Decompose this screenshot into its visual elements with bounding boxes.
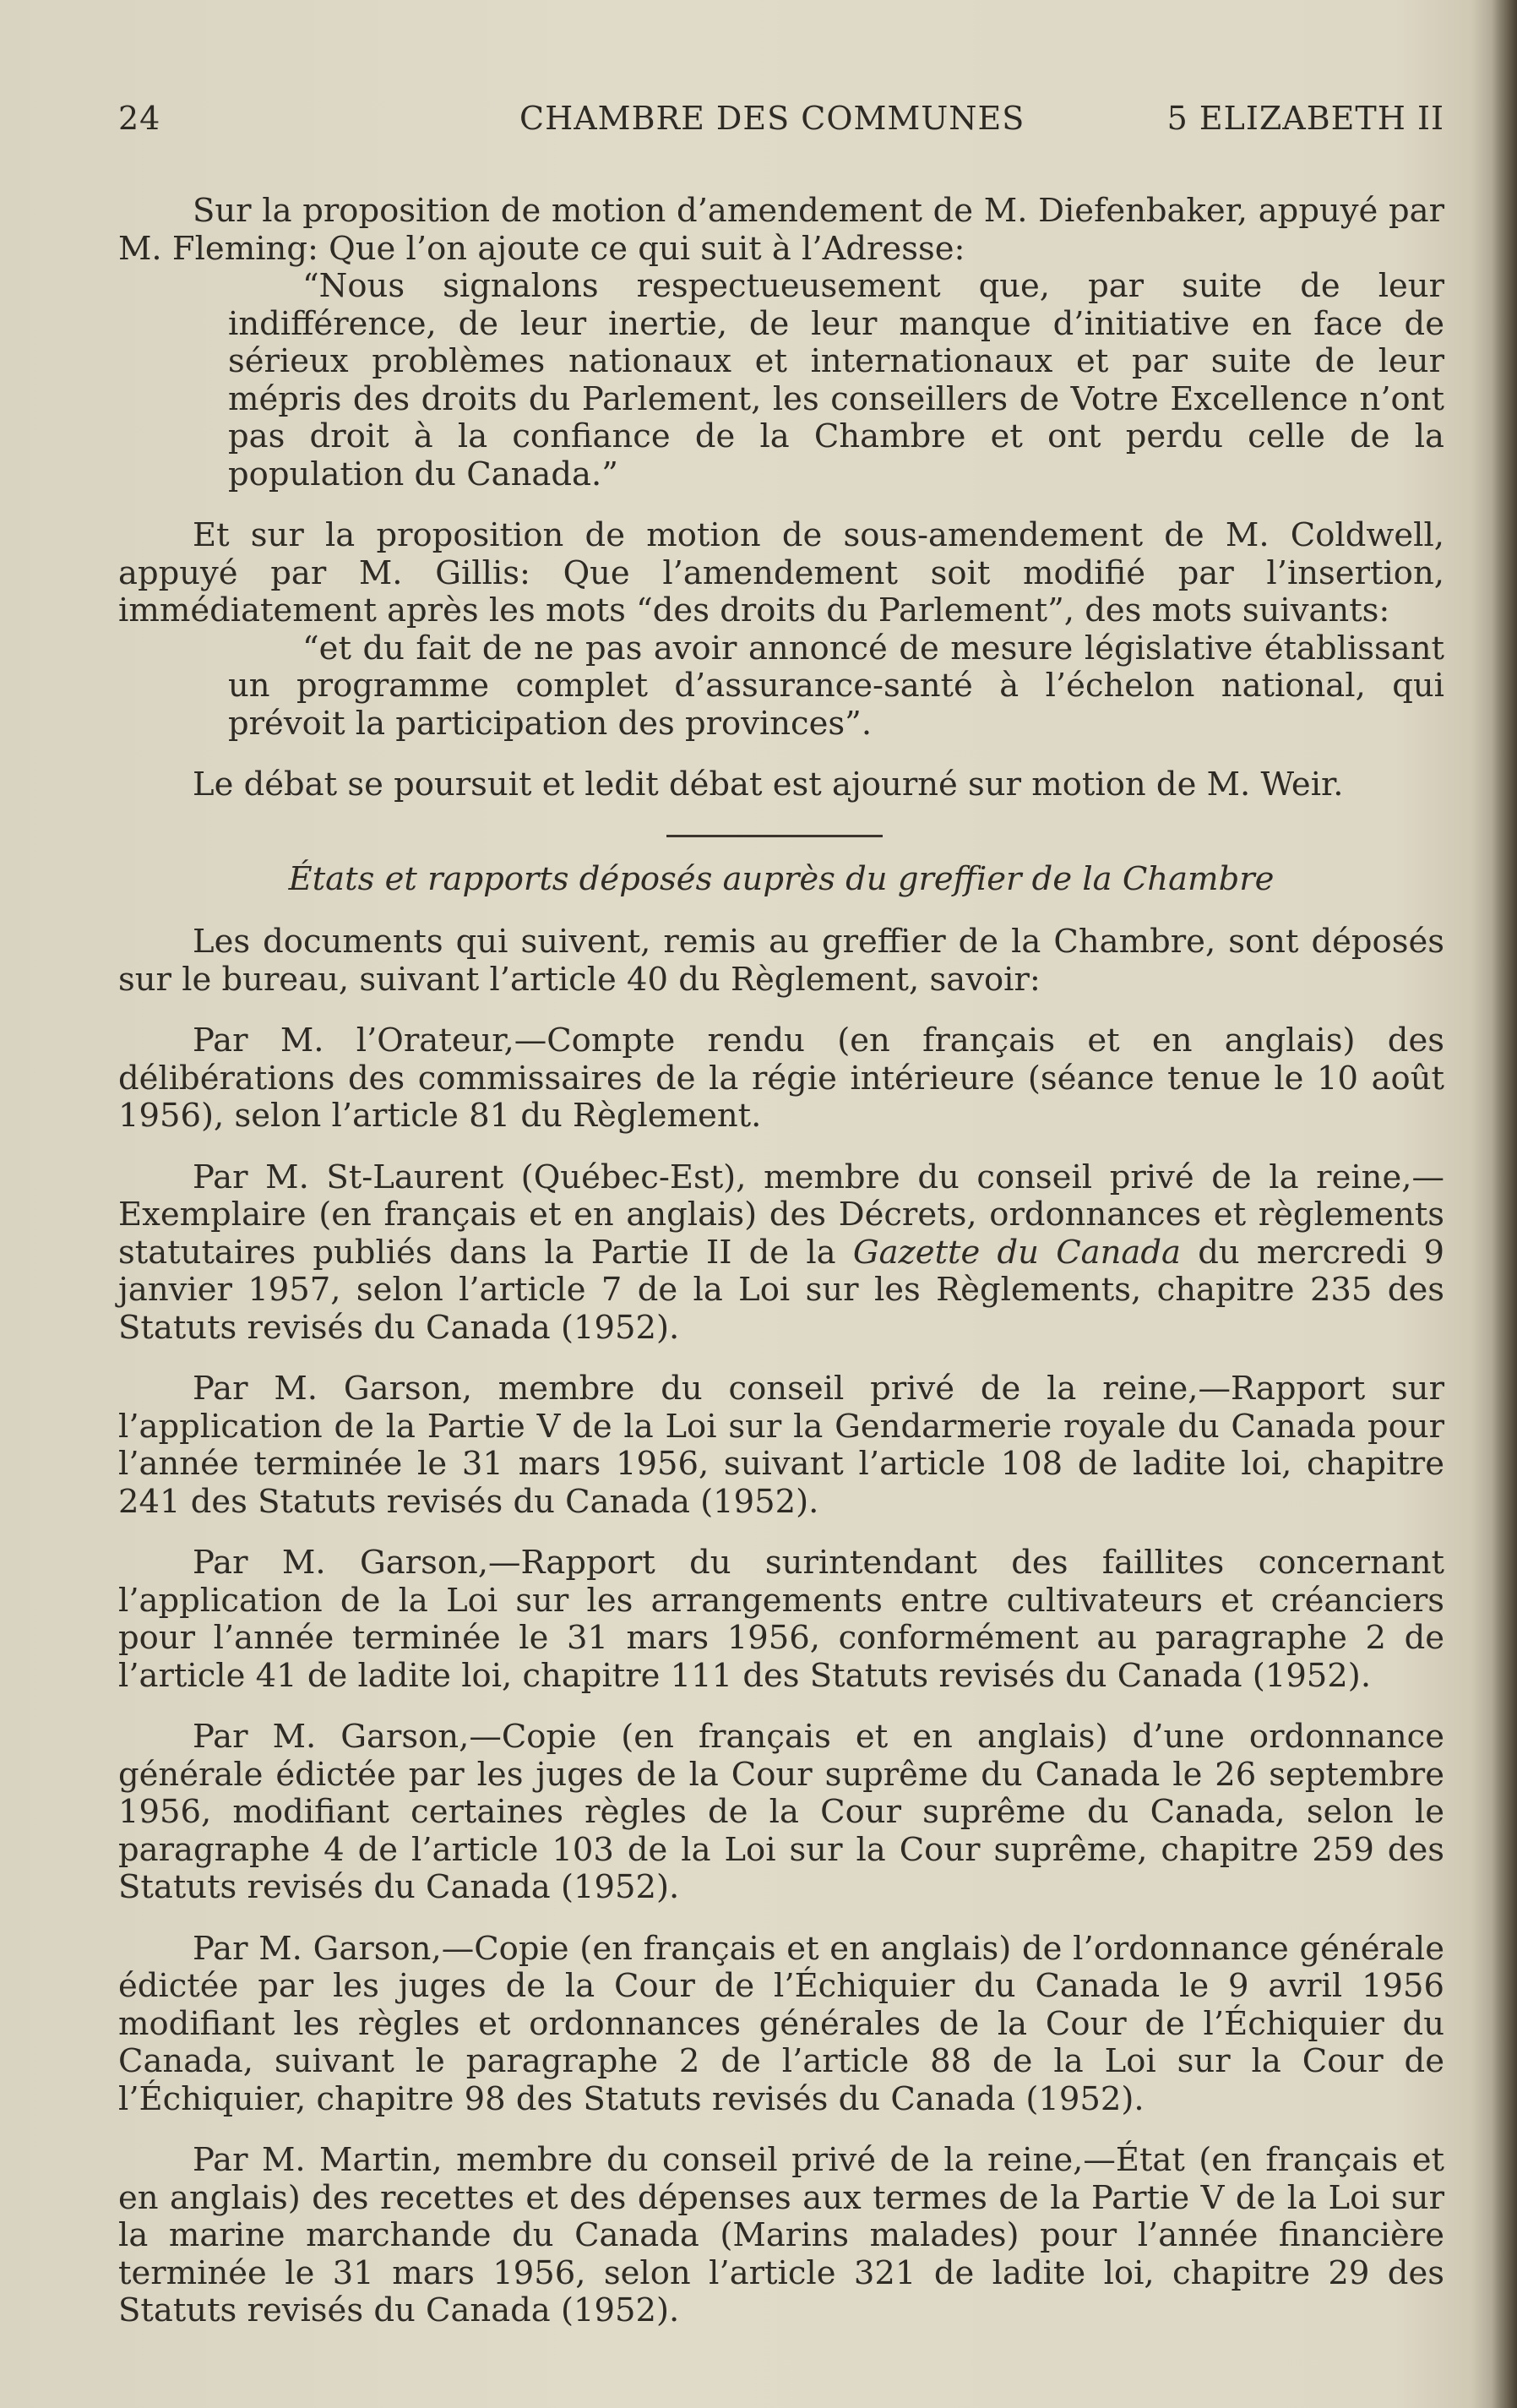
page-body bbox=[118, 193, 1444, 2330]
subamendment-quote: “et du fait de ne pas avoir annoncé de mesure législative établissant un programme complet d’assurance-santé à l’échelon national, qui prévoit la participation des provinces”. bbox=[228, 629, 1444, 743]
subamendment-motion-paragraph: Et sur la proposition de motion de sous-amendement de M. Coldwell, appuyé par M. Gillis: Que l’amendement soit modifié par l’insertion, immédiatement après les mots “des droits du Parlement”, des mots suivants: bbox=[118, 516, 1444, 629]
running-title: CHAMBRE DES COMMUNES bbox=[519, 100, 1025, 137]
section-divider bbox=[666, 835, 883, 837]
session-label: 5 ELIZABETH II bbox=[1166, 100, 1444, 137]
document-entry-orateur: Par M. l’Orateur,—Compte rendu (en français et en anglais) des délibérations des commissaires de la régie intérieure (séance tenue le 10 août 1956), selon l’article 81 du Règlement. bbox=[118, 1021, 1444, 1135]
page-header bbox=[118, 100, 1444, 150]
amendment-quote: “Nous signalons respectueusement que, par suite de leur indifférence, de leur inertie, de leur manque d’initiative en face de sérieux problèmes nationaux et internationaux et par suite de leur mépris des droits du Parlement, les conseillers de Votre Excellence n’ont pas droit à la confiance de la Chambre et ont perdu celle de la population du Canada.” bbox=[228, 267, 1444, 493]
document-entry-martin: Par M. Martin, membre du conseil privé de la reine,—État (en français et en anglais) des recettes et des dépenses aux termes de la Partie V de la Loi sur la marine marchande du Canada (Marins malades) pour l’année financière terminée le 31 mars 1956, selon l’article 321 de ladite loi, chapitre 29 des Statuts revisés du Canada (1952). bbox=[118, 2141, 1444, 2329]
entry-text-start: Par M. St-Laurent (Québec-Est), membre du conseil privé de la reine,—Exemplaire (en français et en anglais) des Décrets, ordonnances et règlements statutaires publiés dans la Partie II de la bbox=[118, 1158, 1444, 1272]
debate-adjourned-paragraph: Le débat se poursuit et ledit débat est ajourné sur motion de M. Weir. bbox=[193, 765, 1344, 804]
page-edge-shadow bbox=[1492, 0, 1517, 2408]
documents-intro-paragraph: Les documents qui suivent, remis au greffier de la Chambre, sont déposés sur le bureau, suivant l’article 40 du Règlement, savoir: bbox=[118, 923, 1444, 999]
document-entry-garson-faillites: Par M. Garson,—Rapport du surintendant des faillites concernant l’application de la Loi sur les arrangements entre cultivateurs et créanciers pour l’année terminée le 31 mars 1956, conformément au paragraphe 2 de l’article 41 de ladite loi, chapitre 111 des Statuts revisés du Canada (1952). bbox=[118, 1544, 1444, 1695]
document-entry-garson-echiquier: Par M. Garson,—Copie (en français et en anglais) de l’ordonnance générale édictée par les juges de la Cour de l’Échiquier du Canada le 9 avril 1956 modifiant les règles et ordonnances générales de la Cour de l’Échiquier du Canada, suivant le paragraphe 2 de l’article 88 de la Loi sur la Cour de l’Échiquier, chapitre 98 des Statuts revisés du Canada (1952). bbox=[118, 1929, 1444, 2118]
gazette-title: Gazette du Canada bbox=[852, 1233, 1181, 1272]
page-number: 24 bbox=[118, 100, 161, 137]
document-entry-st-laurent bbox=[118, 1159, 1444, 1348]
entry-text-end: du mercredi 9 janvier 1957, selon l’article 7 de la Loi sur les Règlements, chapitre 235 des Statuts revisés du Canada (1952). bbox=[118, 1233, 1444, 1347]
section-title: États et rapports déposés auprès du greffier de la Chambre bbox=[288, 859, 1275, 898]
amendment-motion-paragraph: Sur la proposition de motion d’amendement de M. Diefenbaker, appuyé par M. Fleming: Que l’on ajoute ce qui suit à l’Adresse: bbox=[118, 192, 1444, 268]
document-entry-garson-cour-supreme: Par M. Garson,—Copie (en français et en anglais) d’une ordonnance générale édictée par les juges de la Cour suprême du Canada le 26 septembre 1956, modifiant certaines règles de la Cour suprême du Canada, selon le paragraphe 4 de l’article 103 de la Loi sur la Cour suprême, chapitre 259 des Statuts revisés du Canada (1952). bbox=[118, 1718, 1444, 1906]
document-entry-garson-grc: Par M. Garson, membre du conseil privé de la reine,—Rapport sur l’application de la Partie V de la Loi sur la Gendarmerie royale du Canada pour l’année terminée le 31 mars 1956, suivant l’article 108 de ladite loi, chapitre 241 des Statuts revisés du Canada (1952). bbox=[118, 1370, 1444, 1521]
